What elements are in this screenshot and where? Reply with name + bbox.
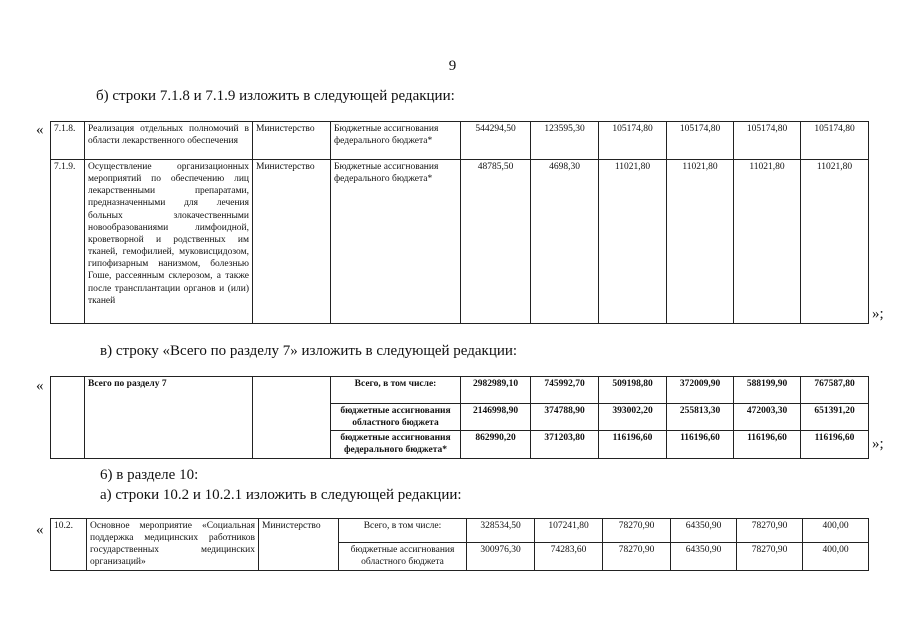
row-executor: Министерство [253, 122, 331, 160]
section-6-subheading: а) строки 10.2 и 10.2.1 изложить в следующей редакции: [100, 487, 462, 503]
empty-executor-cell [253, 377, 331, 459]
row-executor: Министерство [253, 160, 331, 324]
row-value: 400,00 [803, 519, 869, 543]
section-b-heading: б) строки 7.1.8 и 7.1.9 изложить в следующей редакции: [96, 88, 455, 104]
row-value: 2982989,10 [461, 377, 531, 404]
open-quote: « [36, 378, 44, 394]
row-value: 371203,80 [531, 431, 599, 458]
table-row [51, 160, 869, 324]
row-source: бюджетные ассигнования федерального бюджета* [331, 431, 461, 458]
row-value: 372009,90 [667, 377, 734, 404]
row-value: 11021,80 [599, 160, 667, 324]
row-value: 767587,80 [801, 377, 869, 404]
row-value: 48785,50 [461, 160, 531, 324]
row-value: 300976,30 [467, 543, 535, 570]
row-value: 78270,90 [603, 543, 671, 570]
row-value: 64350,90 [671, 519, 737, 543]
row-value: 509198,80 [599, 377, 667, 404]
row-number: 10.2. [51, 519, 87, 571]
table-rows-7-1-8-9 [50, 121, 869, 324]
row-value: 78270,90 [603, 519, 671, 543]
row-value: 11021,80 [667, 160, 734, 324]
row-value: 328534,50 [467, 519, 535, 543]
row-value: 123595,30 [531, 122, 599, 160]
row-source: Всего, в том числе: [331, 377, 461, 404]
table-total-section-7 [50, 376, 869, 459]
row-value: 78270,90 [737, 519, 803, 543]
row-number: 7.1.8. [51, 122, 85, 160]
row-value: 588199,90 [734, 377, 801, 404]
row-value: 107241,80 [535, 519, 603, 543]
page-number: 9 [448, 58, 457, 74]
row-value: 116196,60 [801, 431, 869, 458]
row-value: 74283,60 [535, 543, 603, 570]
table-row [51, 519, 869, 543]
row-executor: Министерство [259, 519, 339, 571]
row-value: 651391,20 [801, 404, 869, 431]
row-value: 78270,90 [737, 543, 803, 570]
empty-number-cell [51, 377, 85, 459]
row-value: 745992,70 [531, 377, 599, 404]
row-name: Основное мероприятие «Социальная поддержка медицинских работников государственных медицинских организаций» [87, 519, 259, 571]
row-value: 116196,60 [599, 431, 667, 458]
close-quote: »; [872, 306, 884, 322]
row-name: Реализация отдельных полномочий в области лекарственного обеспечения [85, 122, 253, 160]
section-v-heading: в) строку «Всего по разделу 7» изложить в следующей редакции: [100, 343, 518, 359]
row-value: 393002,20 [599, 404, 667, 431]
row-value: 400,00 [803, 543, 869, 570]
table-rows-10-2 [50, 518, 869, 571]
table-row [51, 122, 869, 160]
section-6-heading: 6) в разделе 10: [100, 467, 199, 483]
row-value: 105174,80 [667, 122, 734, 160]
row-source: Всего, в том числе: [339, 519, 467, 543]
open-quote: « [36, 522, 44, 538]
row-value: 862990,20 [461, 431, 531, 458]
row-value: 2146998,90 [461, 404, 531, 431]
row-value: 374788,90 [531, 404, 599, 431]
row-value: 11021,80 [801, 160, 869, 324]
row-source: бюджетные ассигнования областного бюджета [339, 543, 467, 570]
row-value: 11021,80 [734, 160, 801, 324]
table-row [51, 377, 869, 404]
row-value: 105174,80 [801, 122, 869, 160]
row-value: 64350,90 [671, 543, 737, 570]
row-value: 116196,60 [734, 431, 801, 458]
row-value: 544294,50 [461, 122, 531, 160]
row-number: 7.1.9. [51, 160, 85, 324]
row-source: Бюджетные ассигнования федерального бюджета* [331, 160, 461, 324]
row-value: 4698,30 [531, 160, 599, 324]
row-value: 255813,30 [667, 404, 734, 431]
total-label: Всего по разделу 7 [85, 377, 253, 459]
open-quote: « [36, 122, 44, 138]
row-source: Бюджетные ассигнования федерального бюджета* [331, 122, 461, 160]
row-value: 105174,80 [599, 122, 667, 160]
close-quote: »; [872, 436, 884, 452]
row-name: Осуществление организационных мероприятий по обеспечению лиц лекарственными препаратами, предназначенными для лечения больных злокачественными новообразованиями лимфоидной, кроветворной и родственных им тканей, гемофилией, муковисцидозом, гипофизарным нанизмом, болезнью Гоше, рассеянным склерозом, а также после трансплантации органов и (или) тканей [85, 160, 253, 324]
row-source: бюджетные ассигнования областного бюджета [331, 404, 461, 431]
row-value: 116196,60 [667, 431, 734, 458]
row-value: 105174,80 [734, 122, 801, 160]
row-value: 472003,30 [734, 404, 801, 431]
